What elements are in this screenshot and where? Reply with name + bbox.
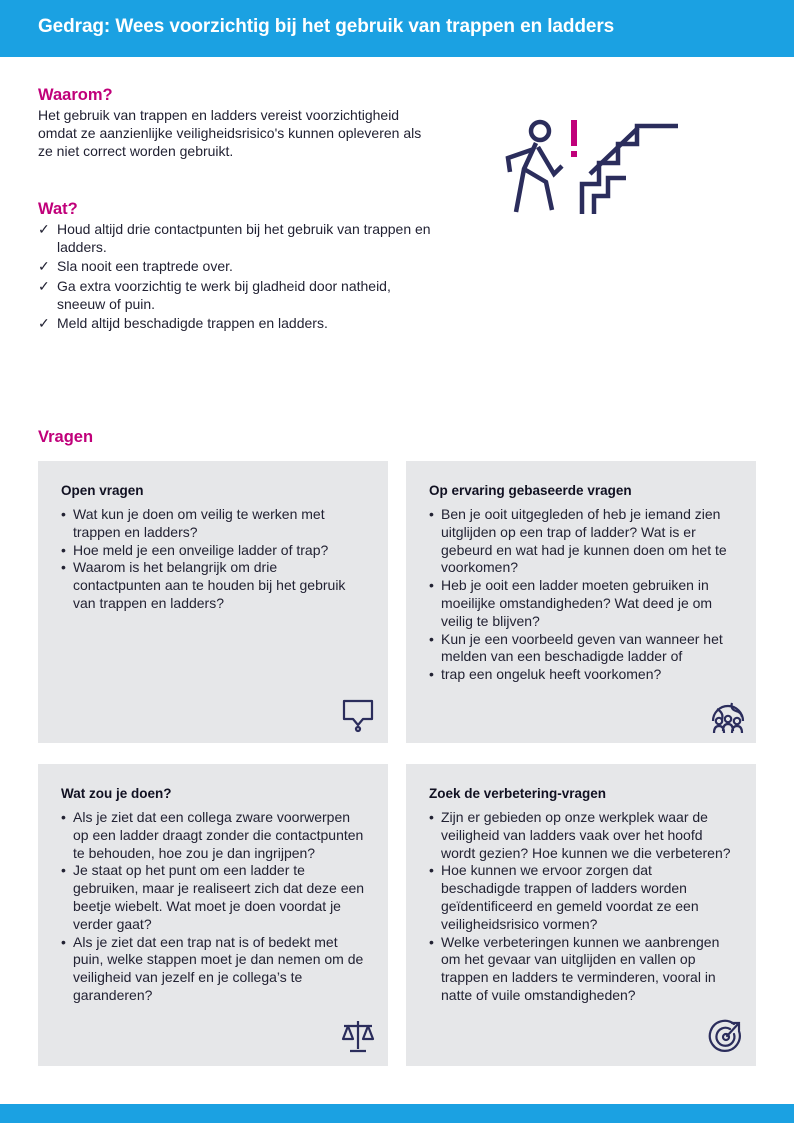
header-bar	[0, 0, 794, 57]
footer-bar	[0, 1104, 794, 1123]
what-item: ✓ Houd altijd drie contactpunten bij het gebruik van trappen en ladders.	[38, 221, 431, 256]
list-item: • Je staat op het punt om een ladder te gebruiken, maar je realiseert zich dat deze een beetje wiebelt. Wat moet je doen voordat je verder gaat?	[61, 862, 365, 932]
card-experience-questions	[406, 461, 756, 743]
balance-scale-icon	[340, 1018, 376, 1054]
globe-people-icon	[708, 697, 748, 737]
list-item: • Als je ziet dat een trap nat is of bedekt met puin, welke stappen moet je dan nemen om de veiligheid van jezelf en je collega’s te garanderen?	[61, 933, 364, 1003]
list-item: • Welke verbeteringen kunnen we aanbrengen om het gevaar van uitglijden en vallen op trappen en ladders te verminderen, vooral in natte of vuile omstandigheden?	[429, 933, 720, 1003]
what-item: ✓ Sla nooit een traptrede over.	[38, 258, 233, 275]
what-list	[38, 220, 438, 333]
list-item: • Ben je ooit uitgegleden of heb je iemand zien uitglijden op een trap of ladder? Wat is er gebeurd en wat had je kunnen doen om het te voorkomen?	[429, 506, 727, 576]
list-item: • trap een ongeluk heeft voorkomen?	[429, 666, 662, 683]
card-list	[61, 506, 366, 613]
list-item: • Zijn er gebieden op onze werkplek waar de veiligheid van ladders vaak over het hoofd wordt gezien? Hoe kunnen we die verbeteren?	[429, 809, 731, 861]
card-title: Wat zou je doen?	[61, 786, 172, 801]
checkmark-icon: ✓	[38, 277, 50, 294]
card-improvement-questions	[406, 764, 756, 1066]
page-title: Gedrag: Wees voorzichtig bij het gebruik van trappen en ladders	[38, 16, 615, 37]
card-what-would-you-do	[38, 764, 388, 1066]
list-item: • Als je ziet dat een collega zware voorwerpen op een ladder draagt zonder die contactpunten te behouden, hoe zou je dan ingrijpen?	[61, 809, 364, 861]
checkmark-icon: ✓	[38, 315, 50, 332]
card-list	[61, 809, 366, 1005]
checkmark-icon: ✓	[38, 221, 50, 237]
what-item: ✓ Meld altijd beschadigde trappen en ladders.	[38, 315, 328, 332]
speech-bubble-icon	[340, 697, 376, 733]
list-item: • Kun je een voorbeeld geven van wanneer het melden van een beschadigde ladder of	[429, 630, 723, 665]
list-item: • Wat kun je doen om veilig te werken met trappen en ladders?	[61, 506, 325, 540]
card-title: Open vragen	[61, 483, 144, 498]
why-text: Het gebruik van trappen en ladders vereist voorzichtigheid omdat ze aanzienlijke veiligheidsrisico's kunnen opleveren als ze niet correct worden gebruikt.	[38, 107, 422, 160]
target-arrow-icon	[708, 1018, 744, 1054]
list-item: • Hoe meld je een onveilige ladder of trap?	[61, 541, 329, 558]
person-on-stairs-warning-icon	[502, 116, 682, 216]
list-item: • Heb je ooit een ladder moeten gebruiken in moeilijke omstandigheden? Wat deed je om veilig te blijven?	[429, 577, 713, 629]
questions-heading: Vragen	[38, 428, 94, 446]
list-item: • Waarom is het belangrijk om drie contactpunten aan te houden bij het gebruik van trappen en ladders?	[61, 559, 346, 611]
why-heading: Waarom?	[38, 86, 113, 104]
card-title: Op ervaring gebaseerde vragen	[429, 483, 632, 498]
list-item: • Hoe kunnen we ervoor zorgen dat beschadigde trappen of ladders worden geïdentificeerd en gemeld voordat ze een veiligheidsrisico vormen?	[429, 862, 699, 932]
card-list	[429, 809, 734, 1005]
what-item: ✓ Ga extra voorzichtig te werk bij gladheid door natheid, sneeuw of puin.	[38, 277, 391, 312]
card-title: Zoek de verbetering-vragen	[429, 786, 607, 801]
card-open-questions	[38, 461, 388, 743]
checkmark-icon: ✓	[38, 258, 50, 275]
card-list	[429, 506, 734, 684]
what-heading: Wat?	[38, 200, 78, 218]
